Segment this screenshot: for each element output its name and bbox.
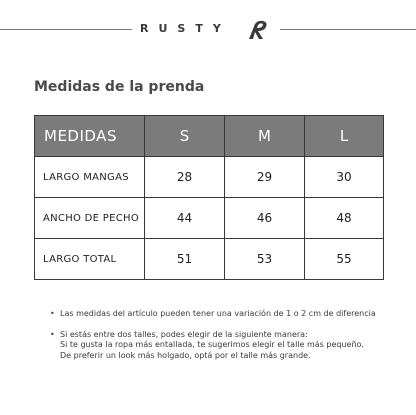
size-notes [50, 309, 410, 361]
table-cell: 46 [225, 198, 305, 239]
note-variation [50, 309, 410, 320]
row-label: LARGO TOTAL [35, 239, 145, 280]
table-cell: 28 [145, 157, 225, 198]
table-cell: 44 [145, 198, 225, 239]
header-cell-size-m: M [225, 116, 305, 157]
table-cell: 30 [305, 157, 384, 198]
header-cell-size-s: S [145, 116, 225, 157]
table-cell: 55 [305, 239, 384, 280]
table-cell: 51 [145, 239, 225, 280]
row-label: LARGO MANGAS [35, 157, 145, 198]
table-row [35, 198, 384, 239]
page-title: Medidas de la prenda [34, 79, 205, 95]
brand-name: RUSTY [140, 22, 231, 35]
note-line: Si te gusta la ropa más entallada, te sugerimos elegir el talle más pequeño. [60, 340, 364, 349]
brand-header [0, 18, 416, 42]
bullet-icon: • [50, 309, 55, 318]
bullet-icon: • [50, 329, 55, 339]
table-row [35, 157, 384, 198]
note-line: Si estás entre dos talles, podes elegir de la siguiente manera: [60, 329, 308, 339]
table-cell: 48 [305, 198, 384, 239]
size-chart-table [34, 115, 384, 280]
note-size-advice [50, 330, 410, 362]
table-cell: 53 [225, 239, 305, 280]
rusty-r-logo-icon [246, 18, 272, 42]
header-cell-size-l: L [305, 116, 384, 157]
table-cell: 29 [225, 157, 305, 198]
brand-divider-right [280, 29, 416, 30]
table-header-row [35, 116, 384, 157]
row-label: ANCHO DE PECHO [35, 198, 145, 239]
table-row [35, 239, 384, 280]
header-cell-measures: MEDIDAS [35, 116, 145, 157]
note-line: De preferir un look más holgado, optá por el talle más grande. [60, 350, 311, 360]
brand-divider-left [0, 29, 132, 30]
note-text: Las medidas del artículo pueden tener una variación de 1 o 2 cm de diferencia [60, 309, 376, 318]
